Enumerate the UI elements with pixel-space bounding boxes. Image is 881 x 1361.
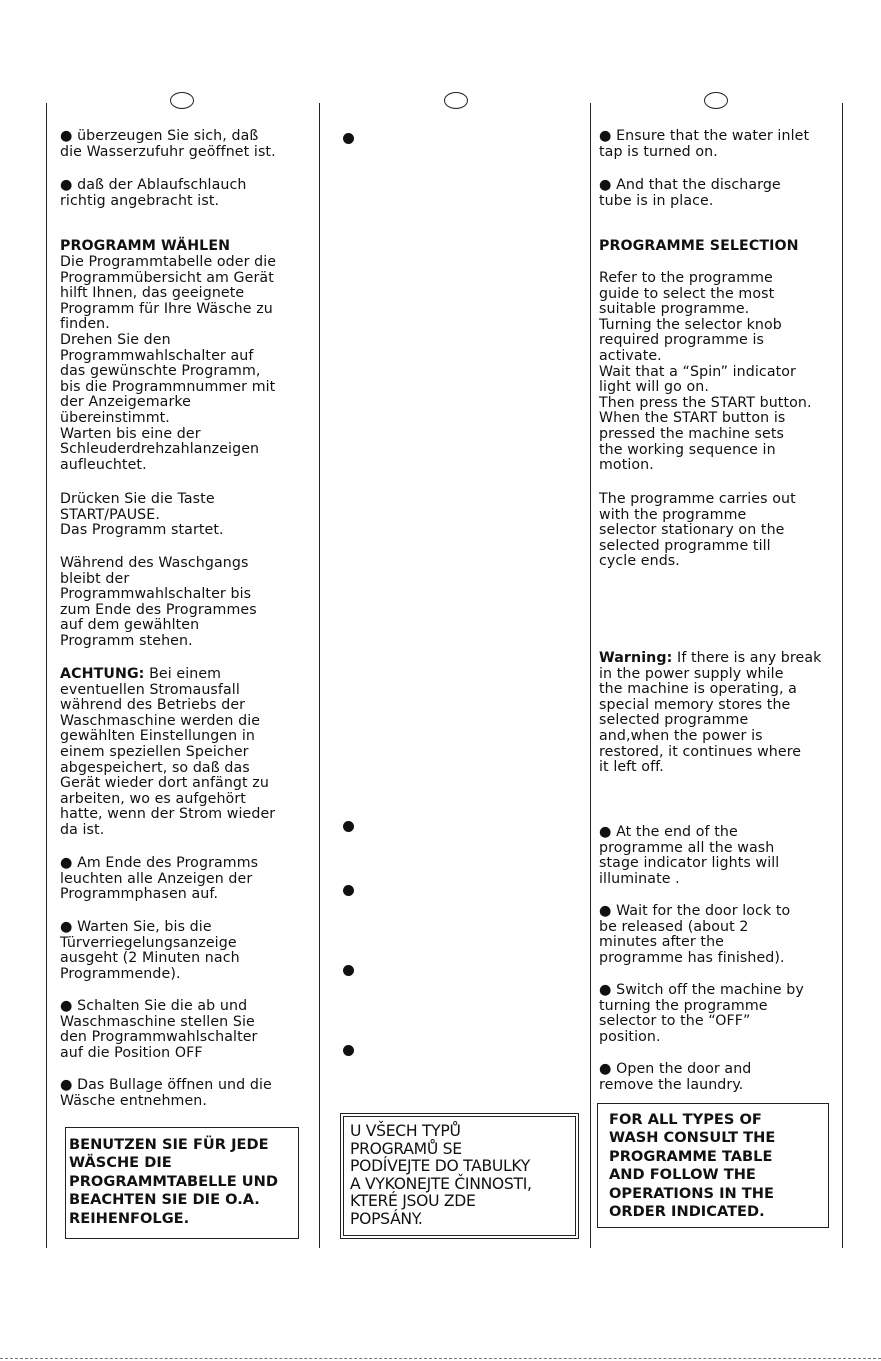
english-bullet-open-door: ● Open the door and remove the laundry.	[599, 1061, 752, 1093]
english-warning-paragraph	[599, 651, 821, 776]
english-notice-text: FOR ALL TYPES OF WASH CONSULT THE PROGRAMME TABLE AND FOLLOW THE OPERATIONS IN THE ORDER INDICATED.	[609, 1111, 776, 1221]
english-paragraph-selection: Refer to the programme guide to select the most suitable programme. Turning the selector knob required programme is activate. Wait that a “Spin” indicator light will go on. Then press the START button. When the START button is pressed the machine sets the working sequence in motion.	[599, 270, 812, 474]
german-warning-text: Bei einem eventuellen Stromausfall während des Betriebs der Waschmaschine werden die gewählten Einstellungen in einem speziellen Speicher abgespeichert, so daß das Gerät wieder dort anfängt zu arbeiten, wo es aufgehört hatte, wenn der Strom wieder da ist.	[60, 666, 276, 838]
czech-notice-box	[343, 1116, 576, 1236]
german-warning-label: ACHTUNG:	[60, 666, 145, 682]
language-marker-english	[704, 92, 728, 109]
german-paragraph-start: Drücken Sie die Taste START/PAUSE. Das Programm startet.	[60, 491, 224, 539]
column-divider-2	[590, 103, 591, 1248]
german-bullet-switch-off: ● Schalten Sie die ab und Waschmaschine stellen Sie den Programmwahlschalter auf die Position OFF	[60, 998, 258, 1061]
page-cut-line	[0, 1358, 881, 1359]
german-bullet-open-door: ● Das Bullage öffnen und die Wäsche entnehmen.	[60, 1077, 272, 1109]
english-bullet-door-lock: ● Wait for the door lock to be released (about 2 minutes after the programme has finished).	[599, 903, 791, 966]
czech-bullet-dot	[343, 1045, 354, 1056]
german-bullet-drain-hose: ● daß der Ablaufschlauch richtig angebracht ist.	[60, 177, 247, 209]
german-notice-box	[65, 1127, 299, 1239]
column-divider-1	[319, 103, 320, 1248]
german-bullet-door-lock: ● Warten Sie, bis die Türverriegelungsanzeige ausgeht (2 Minuten nach Programmende).	[60, 919, 240, 982]
english-warning-text: If there is any break in the power supply while the machine is operating, a special memory stores the selected programme and,when the power is restored, it continues where it left off.	[599, 650, 822, 776]
left-border-line	[46, 103, 47, 1248]
language-marker-german	[170, 92, 194, 109]
czech-bullet-dot	[343, 821, 354, 832]
english-bullet-water-tap: ● Ensure that the water inlet tap is turned on.	[599, 128, 810, 160]
czech-bullet-dot	[343, 965, 354, 976]
czech-notice-text: U VŠECH TYPŮ PROGRAMŮ SE PODÍVEJTE DO TABULKY A VYKONEJTE ČINNOSTI, KTERÉ JSOU ZDE POPSÁNY.	[350, 1122, 532, 1228]
english-bullet-switch-off: ● Switch off the machine by turning the programme selector to the “OFF” position.	[599, 982, 804, 1045]
english-bullet-discharge-tube: ● And that the discharge tube is in place.	[599, 177, 781, 209]
czech-bullet-dot	[343, 133, 354, 144]
english-warning-label: Warning:	[599, 650, 673, 666]
german-bullet-end-of-programme: ● Am Ende des Programms leuchten alle Anzeigen der Programmphasen auf.	[60, 855, 259, 903]
german-warning-paragraph	[60, 667, 275, 839]
language-marker-czech	[444, 92, 468, 109]
german-notice-text: BENUTZEN SIE FÜR JEDE WÄSCHE DIE PROGRAMMTABELLE UND BEACHTEN SIE DIE O.A. REIHENFOLGE.	[69, 1136, 278, 1227]
english-heading-programme-selection: PROGRAMME SELECTION	[599, 238, 799, 254]
right-border-line	[842, 103, 843, 1248]
german-bullet-water-supply: ● überzeugen Sie sich, daß die Wasserzufuhr geöffnet ist.	[60, 128, 276, 160]
german-paragraph-during-wash: Während des Waschgangs bleibt der Programmwahlschalter bis zum Ende des Programmes auf dem gewählten Programm stehen.	[60, 555, 257, 649]
german-heading-programme-selection: PROGRAMM WÄHLEN	[60, 238, 231, 254]
english-notice-box	[597, 1103, 829, 1228]
english-paragraph-carries-out: The programme carries out with the programme selector stationary on the selected programme till cycle ends.	[599, 491, 796, 570]
german-paragraph-selection: Die Programmtabelle oder die Programmübersicht am Gerät hilft Ihnen, das geeignete Programm für Ihre Wäsche zu finden. Drehen Sie den Programmwahlschalter auf das gewünschte Programm, bis die Programmnummer mit der Anzeigemarke übereinstimmt. Warten bis eine der Schleuderdrehzahlanzeigen aufleuchtet.	[60, 254, 277, 473]
czech-bullet-dot	[343, 885, 354, 896]
english-bullet-end-of-programme: ● At the end of the programme all the wash stage indicator lights will illuminate .	[599, 824, 780, 887]
